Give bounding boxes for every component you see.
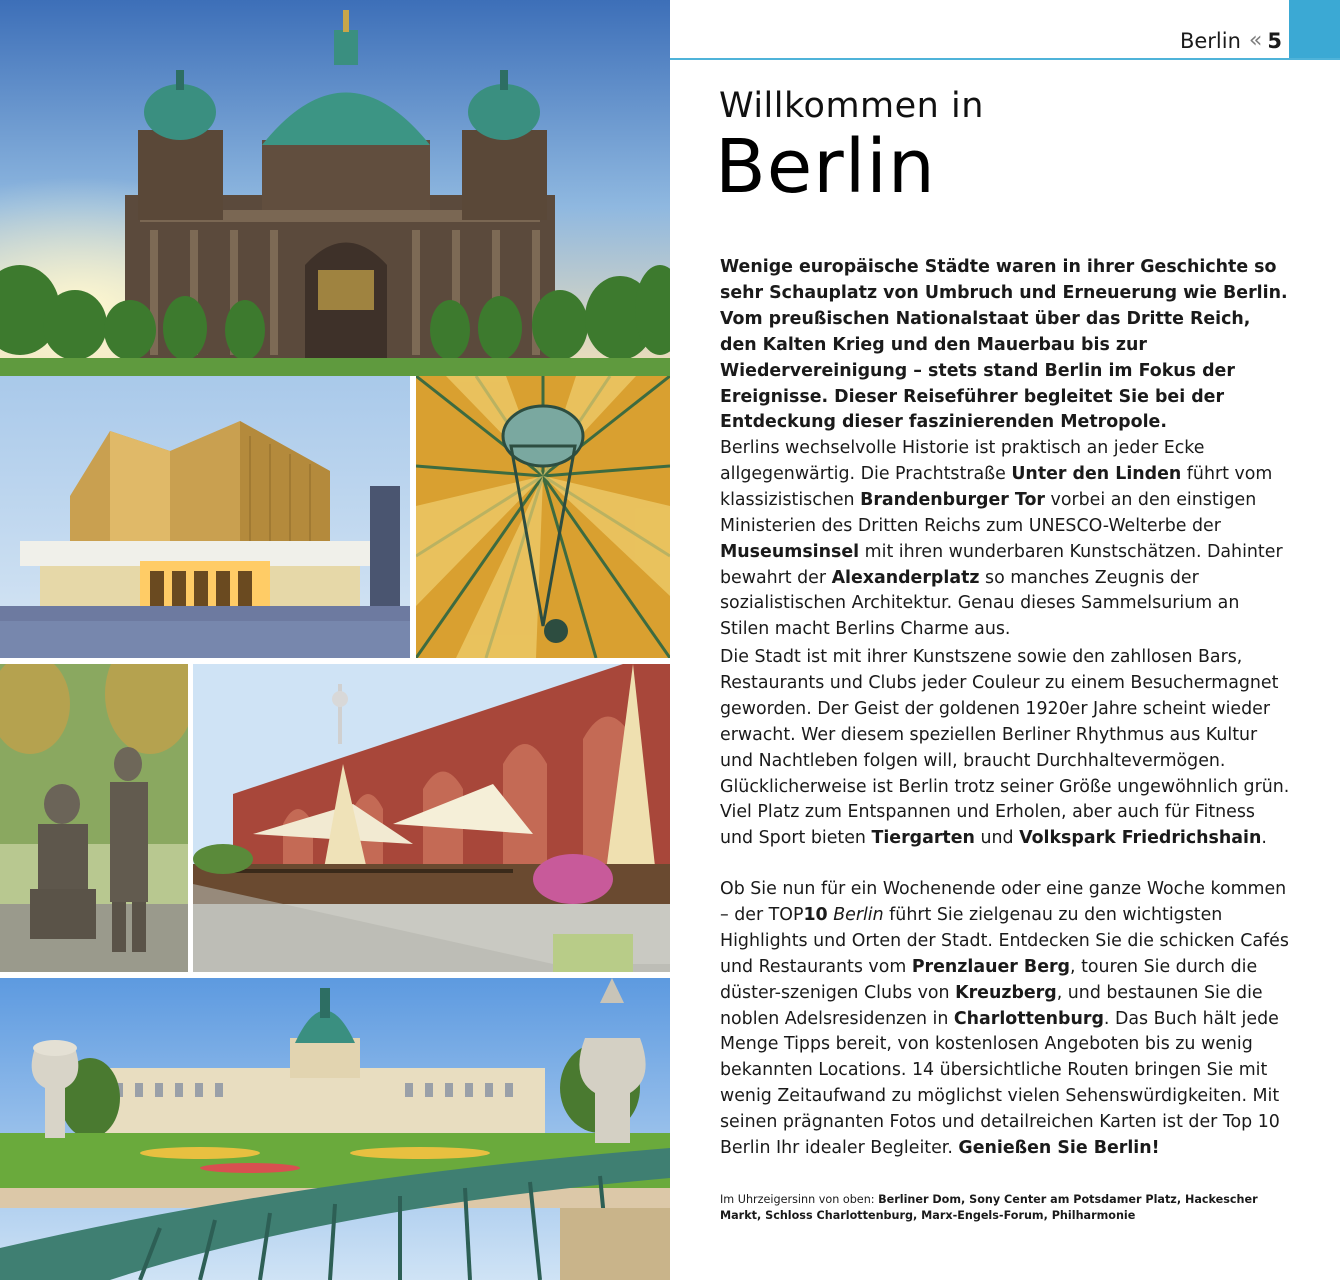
text-run: führt Sie zielgenau zu den wichtigsten Highlights und Orten der Stadt. Entdecken Sie die schicken Cafés und Restaurants vom <box>720 904 1289 977</box>
chevron-double-left-icon: « <box>1248 28 1260 53</box>
sony-center-photo <box>416 376 670 658</box>
text-run: mit ihren wunderbaren Kunstschätzen. Dahinter bewahrt der <box>720 541 1283 588</box>
highlight-place: Brandenburger Tor <box>860 489 1046 510</box>
lead-paragraph: Wenige europäische Städte waren in ihrer Geschichte so sehr Schauplatz von Umbruch und Erneuerung wie Berlin. Vom preußischen Nationalstaat über das Dritte Reich, den Kalten Krieg und den Mauerbau bis zur Wiedervereinigung – stets stand Berlin im Fokus der Ereignisse. Dieser Reiseführer begleitet Sie bei der Entdeckung dieser faszinierenden Metropole. <box>720 257 1288 433</box>
philharmonie-photo <box>0 376 410 658</box>
text-run: . Das Buch hält jede Menge Tipps bereit, von kostenlosen Angeboten bis zu wenig bekannten Locations. 14 übersichtliche Routen bringen Sie mit wenig Zeitaufwand zu möglichst vielen Sehenswürdigkeiten. Mit seinen prägnanten Fotos und detailreichen Karten ist der Top 10 Berlin Ihr idealer Begleiter. <box>720 1008 1280 1159</box>
text-run: , und bestaunen Sie die noblen Adelsresidenzen in <box>720 982 1263 1029</box>
closing-phrase: Genießen Sie Berlin! <box>958 1138 1160 1159</box>
highlight-place: Prenzlauer Berg <box>911 956 1071 977</box>
highlight-place: Museumsinsel <box>720 541 860 562</box>
section-title: Berlin <box>1179 28 1241 53</box>
text-run: und <box>974 828 1020 849</box>
text-run: , touren Sie durch die düster-szenigen Clubs von <box>720 956 1258 1003</box>
top10-number: 10 <box>803 904 828 925</box>
marx-engels-forum-photo <box>0 664 188 972</box>
schloss-charlottenburg-photo <box>0 978 670 1280</box>
highlight-place: Kreuzberg <box>955 982 1057 1003</box>
text-run: Die Stadt ist mit ihrer Kunstszene sowie den zahllosen Bars, Restaurants und Clubs jeder Couleur zu einem Besuchermagnet geworden. Der Geist der goldenen 1920er Jahre scheint wieder erwacht. Wer diesem speziellen Berliner Rhythmus aus Kultur und Nachtleben folgen will, braucht Durchhaltevermögen. Glücklicherweise ist Berlin trotz seiner Größe ungewöhnlich grün. Viel Platz zum Entspannen und Erholen, aber auch für Fitness und Sport bieten <box>720 647 1290 849</box>
caption-places: Berliner Dom, Sony Center am Potsdamer Platz, Hackescher Markt, Schloss Charlottenburg, Marx-Engels-Forum, Philharmonie <box>720 1193 1258 1222</box>
highlight-place: Charlottenburg <box>953 1008 1104 1029</box>
body-paragraph-2 <box>720 645 1292 852</box>
text-run: Ob Sie nun für ein Wochenende oder eine ganze Woche kommen – der TOP <box>720 879 1287 925</box>
text-run: führt vom klassizistischen <box>720 463 1273 510</box>
highlight-place: Alexanderplatz <box>831 567 980 588</box>
header-rule <box>670 58 1340 60</box>
book-title: Berlin <box>833 904 884 925</box>
photo-caption <box>720 1192 1292 1224</box>
page-title-line2: Berlin <box>715 124 936 210</box>
text-run: vorbei an den einstigen Ministerien des Dritten Reichs zum UNESCO-Welterbe der <box>720 489 1257 536</box>
text-run: so manches Zeugnis der sozialistischen Architektur. Genau dieses Sammelsurium an Stilen macht Berlins Charme aus. <box>720 567 1240 640</box>
text-run: . <box>1261 828 1267 849</box>
highlight-place: Unter den Linden <box>1011 463 1182 484</box>
highlight-place: Tiergarten <box>871 828 975 849</box>
berliner-dom-photo <box>0 0 670 376</box>
body-paragraph-1 <box>720 436 1292 643</box>
text-run: Berlins wechselvolle Historie ist praktisch an jeder Ecke allgegenwärtig. Die Prachtstraße <box>720 438 1205 484</box>
highlight-place: Volkspark Friedrichshain <box>1019 828 1262 849</box>
caption-prefix: Im Uhrzeigersinn von oben: <box>720 1193 879 1206</box>
body-paragraph-3 <box>720 877 1292 1162</box>
page-title-line1: Willkommen in <box>719 86 984 126</box>
running-head <box>1180 28 1282 53</box>
page-accent-tab <box>1289 0 1340 58</box>
page-number: 5 <box>1267 28 1282 53</box>
hackescher-markt-photo <box>193 664 670 972</box>
